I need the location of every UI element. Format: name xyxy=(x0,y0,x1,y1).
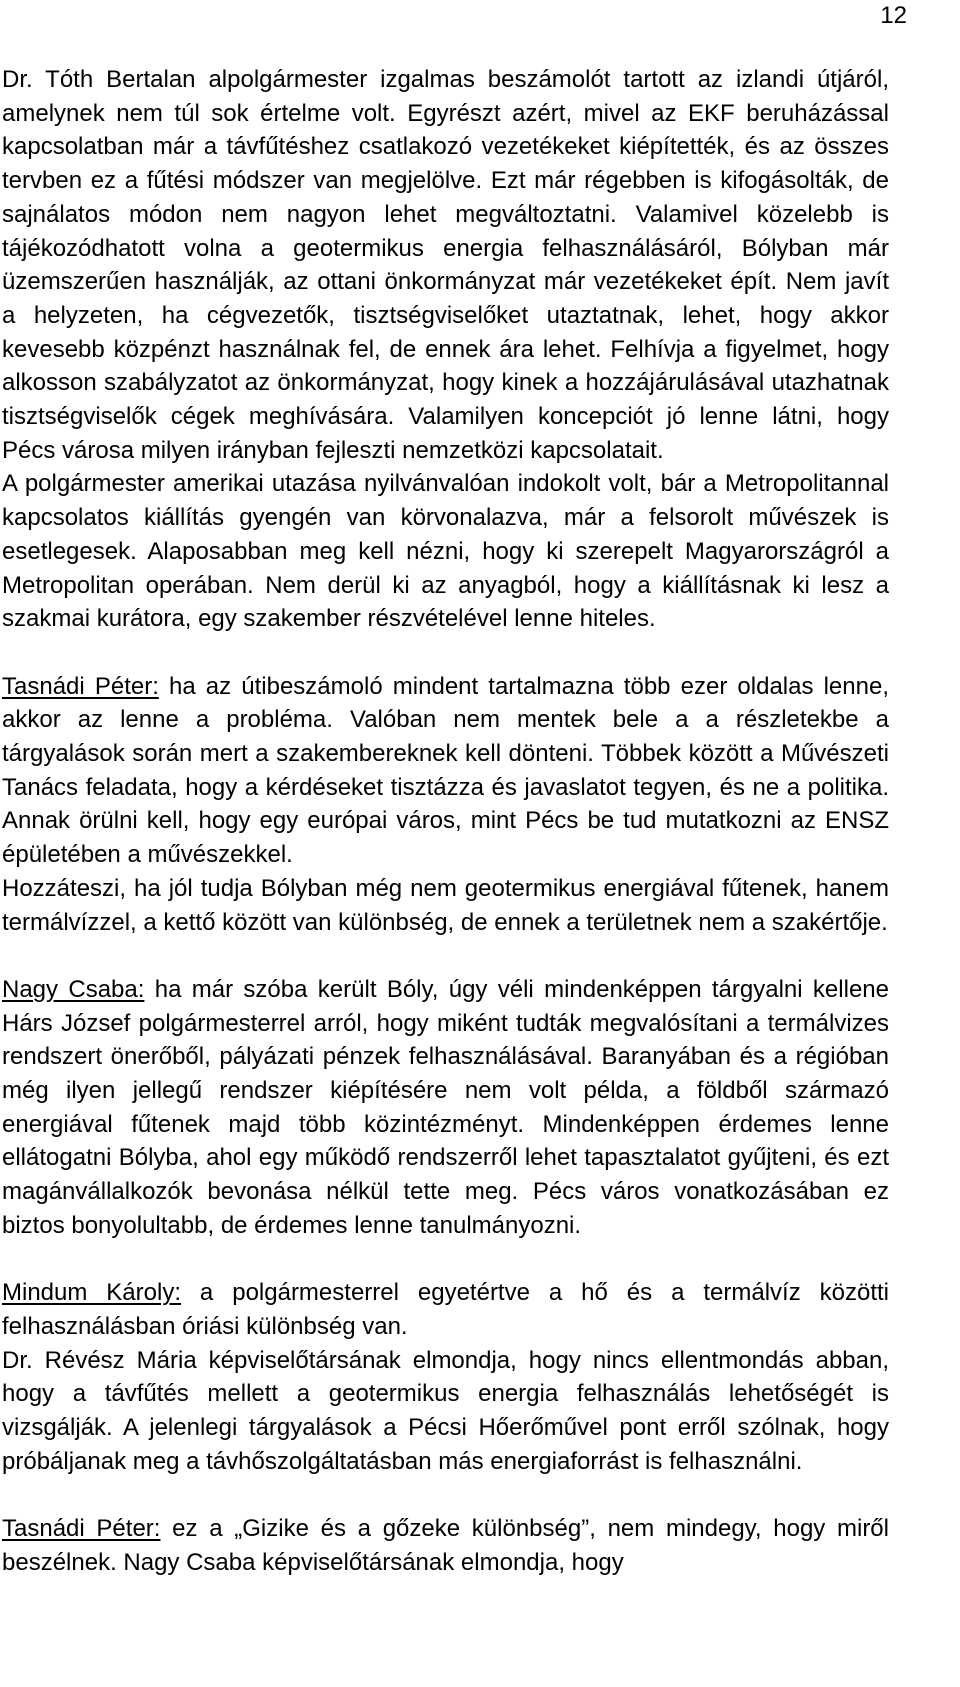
speaker-name: Nagy Csaba: xyxy=(2,975,145,1003)
paragraph xyxy=(2,973,889,1243)
speaker-name: Tasnádi Péter: xyxy=(2,1515,161,1543)
speaker-name: Tasnádi Péter: xyxy=(2,672,159,700)
paragraph-text: A polgármester amerikai utazása nyilvánvalóan indokolt volt, bár a Metropolitannal kapcsolatos kiállítás gyengén van körvonalazva, már a felsorolt művészek is esetlegesek. Alaposabban meg kell nézni, hogy ki szerepelt Magyarországról a Metropolitan operában. Nem derül ki az anyagból, hogy a kiállításnak ki lesz a szakmai kurátora, egy szakember részvételével lenne hiteles. xyxy=(2,470,889,633)
paragraph-text: Hozzáteszi, ha jól tudja Bólyban még nem geotermikus energiával fűtenek, hanem termálvízzel, a kettő között van különbség, de ennek a területnek nem a szakértője. xyxy=(2,874,889,936)
paragraph-text: ha az útibeszámoló mindent tartalmazna több ezer oldalas lenne, akkor az lenne a probléma. Valóban nem mentek bele a a részletekbe a tárgyalások során mert a szakembereknek kell dönteni. Többek között a Művészeti Tanács feladata, hogy a kérdéseket tisztázza és javaslatot tegyen, és ne a politika. Annak örülni kell, hogy egy európai város, mint Pécs be tud mutatkozni az ENSZ épületében a művészekkel. xyxy=(2,672,889,869)
paragraph-text: Dr. Révész Mária képviselőtársának elmondja, hogy nincs ellentmondás abban, hogy a távfűtés mellett a geotermikus energia felhasználás lehetőségét is vizsgálják. A jelenlegi tárgyalások a Pécsi Hőerőművel pont erről szólnak, hogy próbáljanak meg a távhőszolgáltatásban más energiaforrást is felhasználni. xyxy=(2,1346,889,1475)
paragraph xyxy=(2,1512,889,1579)
document-body xyxy=(2,63,889,1580)
paragraph-text: a polgármesterrel egyetértve a hő és a termálvíz közötti felhasználásban óriási különbség van. xyxy=(2,1279,889,1340)
paragraph xyxy=(2,467,889,636)
page-number: 12 xyxy=(880,2,907,29)
speaker-name: Mindum Károly: xyxy=(2,1279,181,1307)
paragraph-text: Dr. Tóth Bertalan alpolgármester izgalmas beszámolót tartott az izlandi útjáról, amelynek nem túl sok értelme volt. Egyrészt azért, mivel az EKF beruházással kapcsolatban már a távfűtéshez csatlakozó vezetékeket kiépítették, és az összes tervben ez a fűtési módszer van megjelölve. Ezt már régebben is kifogásolták, de sajnálatos módon nem nagyon lehet megváltoztatni. Valamivel közelebb is tájékozódhatott volna a geotermikus energia felhasználásáról, Bólyban már üzemszerűen használják, az ottani önkormányzat már vezetékeket épít. Nem javít a helyzeten, ha cégvezetők, tisztségviselőket utaztatnak, lehet, hogy akkor kevesebb közpénzt használnak fel, de ennek ára lehet. Felhívja a figyelmet, hogy alkosson szabályzatot az önkormányzat, hogy kinek a hozzájárulásával utazhatnak tisztségviselők cégek meghívására. Valamilyen koncepciót jó lenne látni, hogy Pécs városa milyen irányban fejleszti nemzetközi kapcsolatait. xyxy=(2,66,889,464)
paragraph xyxy=(2,63,889,467)
paragraph-text: ez a „Gizike és a gőzeke különbség”, nem mindegy, hogy miről beszélnek. Nagy Csaba képviselőtársának elmondja, hogy xyxy=(2,1515,889,1576)
paragraph xyxy=(2,1276,889,1343)
paragraph xyxy=(2,670,889,872)
paragraph xyxy=(2,1344,889,1479)
paragraph xyxy=(2,872,889,939)
paragraph-text: ha már szóba került Bóly, úgy véli mindenképpen tárgyalni kellene Hárs József polgármesterrel arról, hogy miként tudták megvalósítani a termálvizes rendszert önerőből, pályázati pénzek felhasználásával. Baranyában és a régióban még ilyen jellegű rendszer kiépítésére nem volt példa, a földből származó energiával fűtenek majd több közintézményt. Mindenképpen érdemes lenne ellátogatni Bólyba, ahol egy működő rendszerről lehet tapasztalatot gyűjteni, és ezt magánvállalkozók bevonása nélkül tette meg. Pécs város vonatkozásában ez biztos bonyolultabb, de érdemes lenne tanulmányozni. xyxy=(2,975,889,1239)
